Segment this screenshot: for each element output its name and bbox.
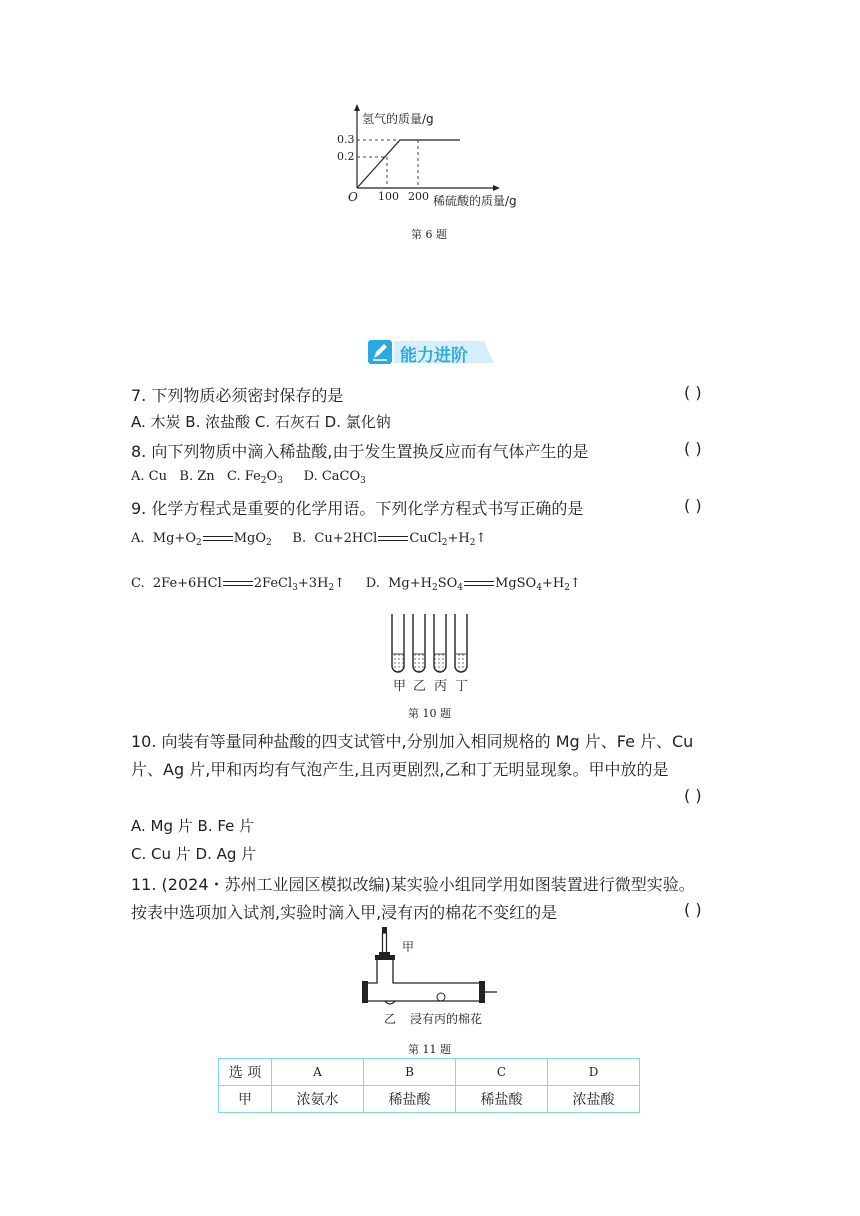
q8-option-c: C. $Fe_2O_3$ xyxy=(227,469,283,486)
equation-equals-sign xyxy=(203,536,233,541)
q8-option-b: B. Zn xyxy=(179,469,215,484)
q11-answer-bracket: ( ) xyxy=(684,900,702,919)
q11-line1: 11. (2024・苏州工业园区模拟改编)某实验小组同学用如图装置进行微型实验。 xyxy=(131,875,695,894)
fig6-ytick-low: 0.2 xyxy=(337,150,355,163)
q9-option-c: C. 2Fe+6HCl $2FeCl_3+3H_2↑$ xyxy=(131,576,346,593)
q10-options-cd: C. Cu 片 D. Ag 片 xyxy=(131,845,257,863)
table-header-cell: C xyxy=(456,1059,548,1086)
tube-label-ding: 丁 xyxy=(455,679,469,694)
fig6-xtick-100: 100 xyxy=(378,190,399,203)
figure-10-test-tubes xyxy=(386,610,476,680)
fig6-ylabel: 氢气的质量/g xyxy=(362,112,434,126)
q9-option-d: D. $Mg+H_2SO_4$ $MgSO_4+H_2↑$ xyxy=(365,576,581,593)
fig6-ytick-high: 0.3 xyxy=(337,133,355,146)
options-table xyxy=(218,1058,640,1113)
table-header-cell: D xyxy=(548,1059,640,1086)
q9-stem: 9. 化学方程式是重要的化学用语。下列化学方程式书写正确的是 xyxy=(131,499,584,518)
test-tube-bing xyxy=(434,614,446,672)
test-tube-yi xyxy=(413,614,425,672)
q9-answer-bracket: ( ) xyxy=(684,496,702,515)
fig6-xtick-200: 200 xyxy=(408,190,429,203)
fig11-caption: 第 11 题 xyxy=(408,1043,451,1056)
q9-options-ab xyxy=(131,531,486,548)
q9-option-a: A. $Mg+O_2$ MgO$_2$ xyxy=(131,531,272,548)
q8-answer-bracket: ( ) xyxy=(684,439,702,458)
tube-label-bing: 丙 xyxy=(434,679,448,694)
table-cell: 浓氨水 xyxy=(272,1086,364,1113)
table-cell: 浓盐酸 xyxy=(548,1086,640,1113)
equation-equals-sign xyxy=(464,581,494,586)
q8-options xyxy=(131,469,366,486)
table-header-cell: B xyxy=(364,1059,456,1086)
test-tube-jia xyxy=(392,614,404,672)
glass-tube xyxy=(362,955,497,1003)
fig11-label-jia: 甲 xyxy=(402,940,415,954)
table-cell: 稀盐酸 xyxy=(364,1086,456,1113)
q11-line2: 按表中选项加入试剂,实验时滴入甲,浸有丙的棉花不变红的是 xyxy=(131,903,558,922)
q7-stem: 7. 下列物质必须密封保存的是 xyxy=(131,386,344,405)
fig6-origin: O xyxy=(348,190,358,204)
fig10-caption: 第 10 题 xyxy=(408,707,451,720)
fig6-caption: 第 6 题 xyxy=(411,228,447,241)
gas-arrow-icon: ↑ xyxy=(475,531,487,546)
table-header-row xyxy=(219,1059,640,1086)
gas-arrow-icon: ↑ xyxy=(569,576,581,591)
table-cell: 稀盐酸 xyxy=(456,1086,548,1113)
q9-option-b: B. Cu+2HCl $CuCl_2+H_2↑$ xyxy=(292,531,487,548)
q8-option-a: A. Cu xyxy=(131,469,167,484)
q8-option-d: D. CaCO$_3$ xyxy=(303,469,366,486)
q9-options-cd xyxy=(131,576,581,593)
q8-stem: 8. 向下列物质中滴入稀盐酸,由于发生置换反应而有气体产生的是 xyxy=(131,442,589,461)
dropper xyxy=(379,927,390,955)
tube-label-jia: 甲 xyxy=(393,679,407,694)
q7-answer-bracket: ( ) xyxy=(684,383,702,402)
q10-line1: 10. 向装有等量同种盐酸的四支试管中,分别加入相同规格的 Mg 片、Fe 片、Cu xyxy=(131,732,694,751)
equation-equals-sign xyxy=(223,581,253,586)
q7-options: A. 木炭 B. 浓盐酸 C. 石灰石 D. 氯化钠 xyxy=(131,413,391,431)
fig11-label-yi: 乙 xyxy=(384,1012,397,1026)
tube-label-yi: 乙 xyxy=(413,679,427,694)
gas-arrow-icon: ↑ xyxy=(334,576,346,591)
table-cell: 甲 xyxy=(219,1086,272,1113)
cotton-ball xyxy=(437,993,445,1001)
table-header-cell: 选 项 xyxy=(219,1059,272,1086)
fig11-label-cotton: 浸有丙的棉花 xyxy=(410,1012,483,1026)
q10-answer-bracket: ( ) xyxy=(684,786,702,805)
section-title: 能力进阶 xyxy=(400,346,468,366)
table-row xyxy=(219,1086,640,1113)
test-tube-ding xyxy=(455,614,467,672)
fig6-xlabel: 稀硫酸的质量/g xyxy=(433,194,517,208)
equation-equals-sign xyxy=(378,536,408,541)
figure-11-apparatus xyxy=(355,925,505,1010)
table-header-cell: A xyxy=(272,1059,364,1086)
pencil-icon xyxy=(368,340,392,364)
q10-line2: 片、Ag 片,甲和丙均有气泡产生,且丙更剧烈,乙和丁无明显现象。甲中放的是 xyxy=(131,760,669,779)
section-heading xyxy=(366,338,494,366)
q10-options-ab: A. Mg 片 B. Fe 片 xyxy=(131,817,255,835)
